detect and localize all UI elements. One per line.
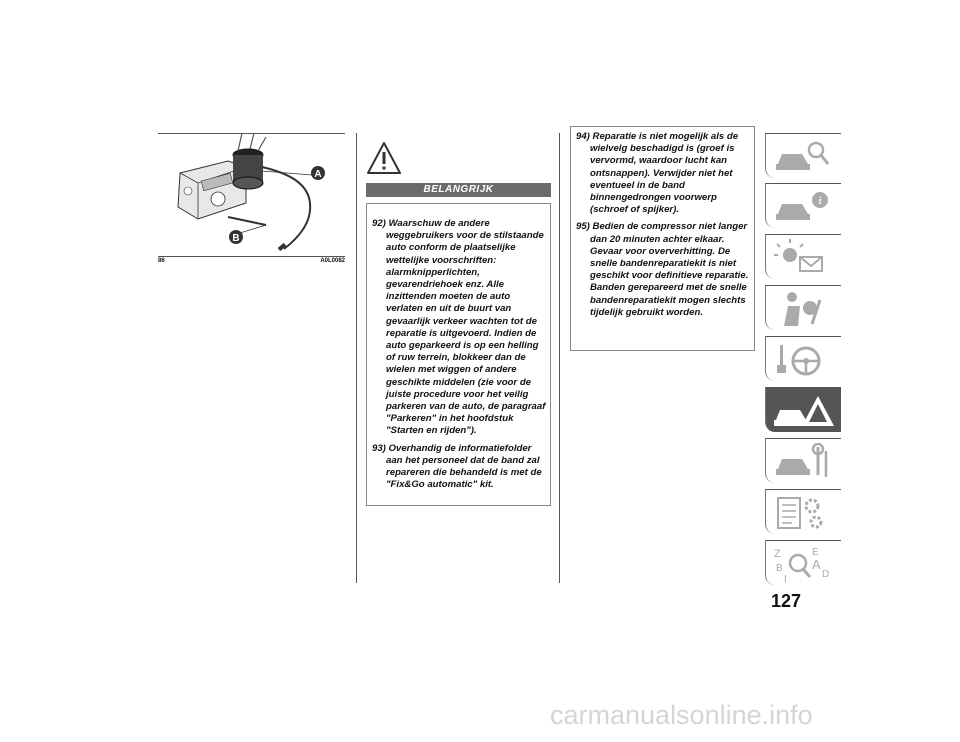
notes-box-left xyxy=(366,203,551,506)
warning-lights-icon xyxy=(772,239,834,277)
note-93: 93) Overhandig de informatiefolder aan het personeel dat de band zal repareren die behandeld is met de "Fix&Go automatic" kit. xyxy=(372,442,542,491)
note-95: 95) Bedien de compressor niet langer dan 20 minuten achter elkaar. Gevaar voor oververhitting. De snelle bandenreparatiekit is niet geschikt voor definitieve reparatie. Banden gerepareerd met de snelle bandenreparatiekit mogen slechts tijdelijk gebruikt worden. xyxy=(576,221,749,318)
important-banner: BELANGRIJK xyxy=(366,183,551,197)
specs-gear-icon xyxy=(772,494,834,532)
note-92: 92) Waarschuw de andere weggebruikers voor de stilstaande auto conform de plaatselijke wettelijke voorschriften: alarmknipperlichten, gevarendriehoek enz. Alle inzittenden moeten de auto verlaten en uit de buurt van gevaarlijk verkeer wachten tot de reparatie is uitgevoerd. Indien de auto geparkeerd is op een helling of ruw terrein, blokkeer dan de wielen met wiggen of andere geschikte middelen (zie voor de juiste procedure voor het veilig parkeren van de auto, de paragraaf "Parkeren" in het hoofdstuk "Starten en rijden"). xyxy=(372,218,546,437)
chapter-tab-warning-lights[interactable] xyxy=(765,234,841,279)
column-divider-1 xyxy=(356,133,357,583)
warning-triangle-icon xyxy=(366,141,402,175)
chapter-tab-car-info[interactable] xyxy=(765,183,841,228)
compressor-illustration xyxy=(158,133,345,258)
car-search-icon xyxy=(772,138,834,176)
figure-caption xyxy=(158,258,345,264)
chapter-tab-technical-specs[interactable] xyxy=(765,489,841,534)
svg-text:E: E xyxy=(812,547,819,558)
alphabet-index-icon xyxy=(772,545,834,583)
svg-text:D: D xyxy=(822,569,830,580)
column-divider-2 xyxy=(559,133,560,583)
svg-text:A: A xyxy=(812,557,821,572)
steering-wheel-icon xyxy=(772,341,834,379)
svg-text:I: I xyxy=(784,574,787,583)
notes-box-right xyxy=(570,126,755,351)
chapter-tab-index[interactable] xyxy=(765,540,841,585)
car-wrench-icon xyxy=(772,443,834,481)
svg-text:i: i xyxy=(818,196,822,207)
figure-number: 86 xyxy=(158,258,165,264)
car-info-icon xyxy=(772,188,834,226)
airbag-person-icon xyxy=(772,290,834,328)
chapter-tab-emergency[interactable] xyxy=(765,387,841,432)
chapter-tab-starting-driving[interactable] xyxy=(765,336,841,381)
page-number: 127 xyxy=(771,591,802,611)
svg-text:B: B xyxy=(776,563,783,574)
figure-code: A0L0082 xyxy=(320,258,345,264)
chapter-tab-safety[interactable] xyxy=(765,285,841,330)
chapter-tab-car-search[interactable] xyxy=(765,133,841,178)
note-94: 94) Reparatie is niet mogelijk als de wielvelg beschadigd is (groef is vervormd, waardoor lucht kan ontsnappen). Verwijder niet het eventueel in de band binnengedrongen voorwerp (schroef of spijker). xyxy=(576,131,739,216)
car-emergency-icon xyxy=(772,392,834,430)
chapter-tab-maintenance[interactable] xyxy=(765,438,841,483)
watermark: carmanualsonline.info xyxy=(550,700,813,730)
svg-text:Z: Z xyxy=(774,548,781,560)
label-a: A xyxy=(314,169,322,180)
label-b: B xyxy=(232,233,240,244)
